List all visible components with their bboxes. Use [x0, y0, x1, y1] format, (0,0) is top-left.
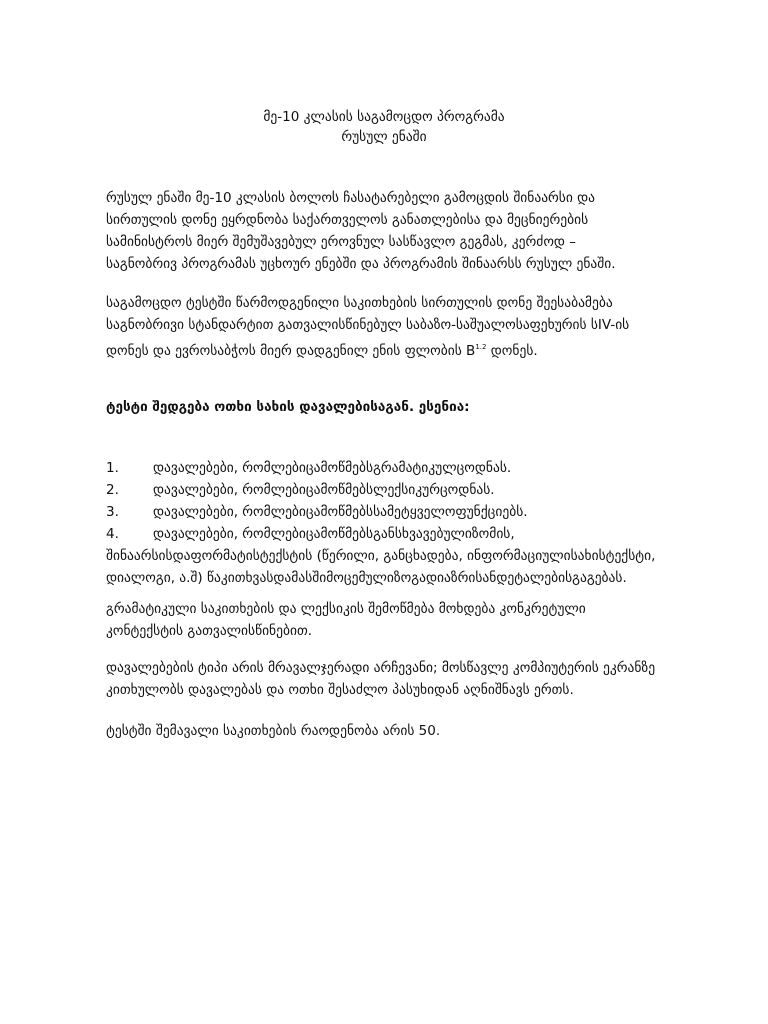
paragraph-line: კონტექსტის გათვალისწინებით. [106, 623, 313, 639]
list-number: 2. [106, 482, 119, 498]
paragraph-line: საგამოცდო ტესტში წარმოდგენილი საკითხების სირთულის დონე შეესაბამება [106, 295, 613, 311]
list-text: დავალებები, რომლებიცამოწმებსსამეტყველოფუნქციებს. [153, 504, 528, 520]
paragraph-line: საგნობრივ პროგრამას უცხოურ ენებში და პროგრამის შინაარსს რუსულ ენაში. [106, 256, 616, 272]
list-number: 3. [106, 504, 119, 520]
intro-paragraph [106, 187, 666, 275]
level-superscript: 1.2 [475, 343, 487, 351]
list-item [106, 479, 696, 501]
paragraph-line: დავალებების ტიპი არის მრავალჯერადი არჩევანი; მოსწავლე კომპიუტერის ეკრანზე [106, 660, 656, 676]
list-continuation: დიალოგი, ა.შ) წაკითხვასდამასშიმოცემულიზოგადიაზრისანდეტალებისგაგებას. [106, 570, 627, 586]
list-number: 1. [106, 460, 119, 476]
paragraph-line: რუსულ ენაში მე-10 კლასის ბოლოს ჩასატარებელი გამოცდის შინაარსი და [106, 190, 596, 206]
list-number: 4. [106, 526, 119, 542]
paragraph-line: გრამატიკული საკითხების და ლექსიკის შემოწმება მოხდება კონკრეტული [106, 601, 586, 617]
page-subtitle: რუსულ ენაში [341, 129, 427, 145]
paragraph-line: სირთულის დონე ეყრდნობა საქართველოს განათლებისა და მეცნიერების [106, 212, 589, 228]
section-heading: ტესტი შედგება ოთხი სახის დავალებისაგან. ესენია: [106, 399, 470, 415]
list-item [106, 523, 696, 545]
paragraph-line [106, 336, 666, 362]
list-text: დავალებები, რომლებიცამოწმებსგანსხვავებულიზომის, [153, 526, 515, 542]
list-text: დავალებები, რომლებიცამოწმებსლექსიკურცოდნას. [153, 482, 495, 498]
paragraph-line: საგნობრივი სტანდარტით გათვალისწინებულ საბაზო-საშუალოსაფეხურის სIV-ის [106, 317, 630, 333]
list-continuation: შინაარსისდაფორმატისტექსტის (წერილი, განცხადება, ინფორმაციულისახისტექსტი, [106, 548, 656, 564]
level-paragraph [106, 292, 666, 362]
task-type-paragraph [106, 657, 666, 701]
task-list [106, 457, 696, 589]
page-title: მე-10 კლასის საგამოცდო პროგრამა [263, 109, 505, 125]
list-item [106, 501, 696, 523]
paragraph-text: დონეს. [486, 343, 538, 359]
paragraph-line: ტესტში შემავალი საკითხების რაოდენობა არის 50. [106, 723, 441, 739]
paragraph-line: სამინისტროს მიერ შემუშავებულ ეროვნულ სასწავლო გეგმას, კერძოდ – [106, 234, 577, 250]
question-count-paragraph [106, 720, 666, 742]
paragraph-text: დონეს და ევროსაბჭოს მიერ დადგენილ ენის ფლობის B [106, 343, 476, 359]
list-item [106, 457, 696, 479]
list-text: დავალებები, რომლებიცამოწმებსგრამატიკულცოდნას. [153, 460, 512, 476]
grammar-paragraph [106, 598, 666, 642]
paragraph-line: კითხულობს დავალებას და ოთხი შესაძლო პასუხიდან აღნიშნავს ერთს. [106, 682, 574, 698]
